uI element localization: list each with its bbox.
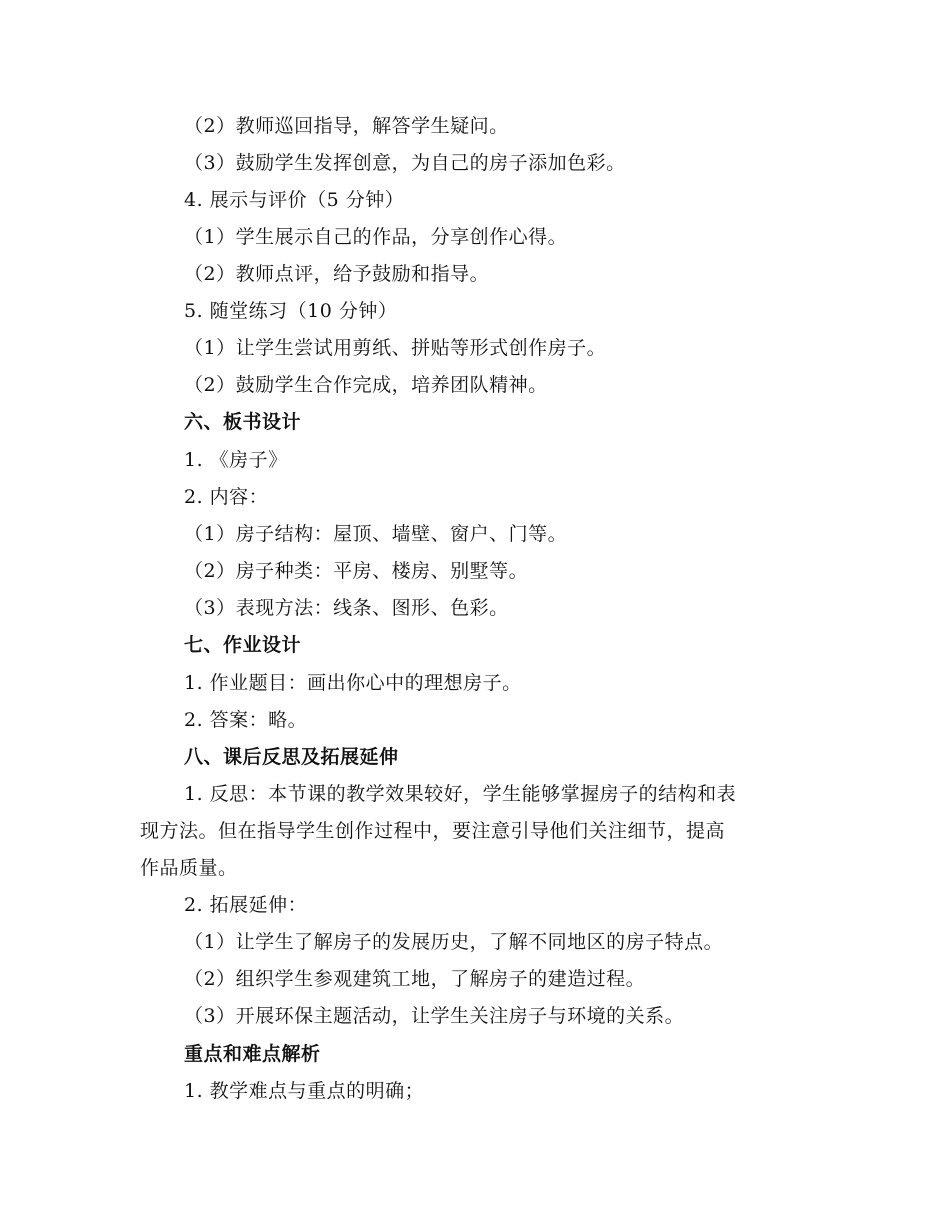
text-line: （2）教师巡回指导，解答学生疑问。: [184, 115, 509, 137]
text-line: （1）让学生了解房子的发展历史，了解不同地区的房子特点。: [184, 931, 724, 953]
text-line: （2）房子种类：平房、楼房、别墅等。: [184, 560, 529, 582]
section-heading-homework: 七、作业设计: [184, 634, 302, 656]
text-line: （1）房子结构：屋顶、墙壁、窗户、门等。: [184, 523, 568, 545]
list-item: 1. 作业题目：画出你心中的理想房子。: [184, 672, 522, 694]
text-line: （1）学生展示自己的作品，分享创作心得。: [184, 226, 568, 248]
text-line: （3）开展环保主题活动，让学生关注房子与环境的关系。: [184, 1005, 685, 1027]
text-line: （2）组织学生参观建筑工地，了解房子的建造过程。: [184, 968, 646, 990]
text-line: （1）让学生尝试用剪纸、拼贴等形式创作房子。: [184, 337, 607, 359]
section-heading-board-design: 六、板书设计: [184, 411, 302, 433]
section-heading-reflection: 八、课后反思及拓展延伸: [184, 746, 399, 768]
list-item-5: 5. 随堂练习（10 分钟）: [184, 300, 398, 322]
list-item: 1. 《房子》: [184, 449, 288, 471]
list-item: 2. 内容：: [184, 486, 269, 508]
text-line: （2）鼓励学生合作完成，培养团队精神。: [184, 374, 548, 396]
section-heading-key-points: 重点和难点解析: [184, 1043, 321, 1065]
paragraph-line: 作品质量。: [140, 857, 238, 879]
text-line: （3）表现方法：线条、图形、色彩。: [184, 597, 509, 619]
text-line: （2）教师点评，给予鼓励和指导。: [184, 263, 490, 285]
list-item-4: 4. 展示与评价（5 分钟）: [184, 189, 405, 211]
text-line: （3）鼓励学生发挥创意，为自己的房子添加色彩。: [184, 152, 626, 174]
list-item: 2. 答案：略。: [184, 709, 308, 731]
list-item: 1. 教学难点与重点的明确；: [184, 1080, 425, 1102]
paragraph-line: 1. 反思：本节课的教学效果较好，学生能够掌握房子的结构和表: [184, 783, 737, 805]
paragraph-line: 现方法。但在指导学生创作过程中，要注意引导他们关注细节，提高: [140, 820, 726, 842]
list-item: 2. 拓展延伸：: [184, 894, 308, 916]
